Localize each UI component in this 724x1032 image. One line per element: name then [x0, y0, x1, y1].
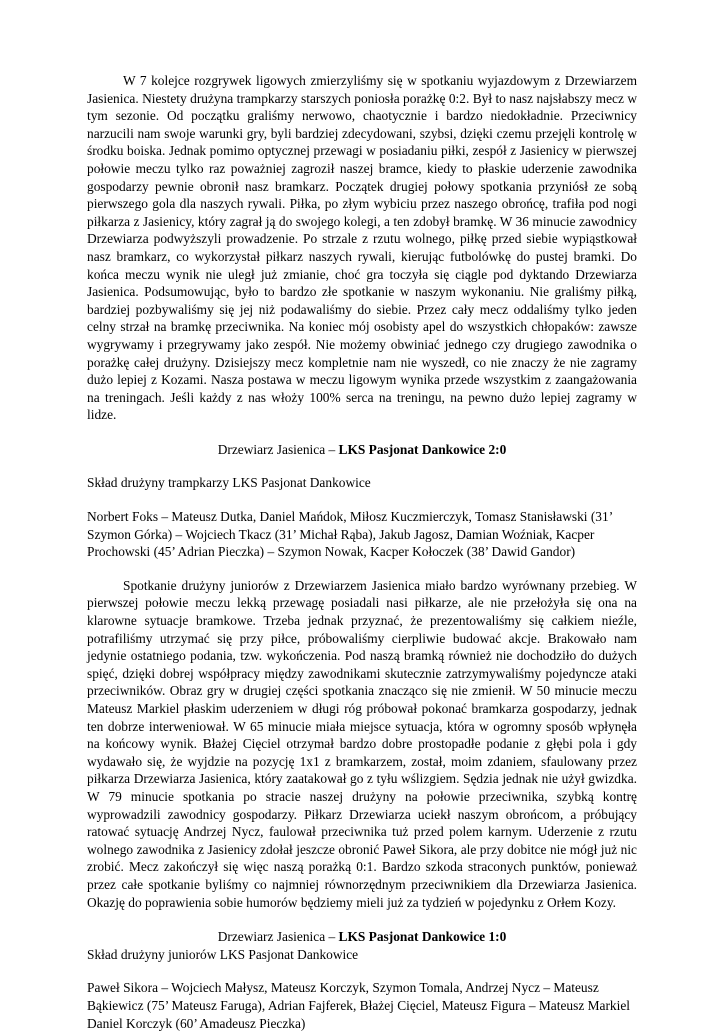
report-paragraph-trampkarze: W 7 kolejce rozgrywek ligowych zmierzyliśmy się w spotkaniu wyjazdowym z Drzewiarzem Jasienica. Niestety drużyna trampkarzy starszych poniosła porażkę 0:2. Był to nasz najsłabszy mecz w tym sezonie. Od początku graliśmy nerwowo, chaotycznie i bardzo niedokładnie. Przeciwnicy narzucili nam swoje warunki gry, byli bardziej zdecydowani, szybsi, dzięki czemu przejęli kontrolę w środku boiska. Jednak pomimo optycznej przewagi w posiadaniu piłki, zespół z Jasienicy w pierwszej połowie meczu tylko raz poważniej zagroził naszej bramce, kiedy to płaskie uderzenie zawodnika gospodarzy pewnie obronił nasz bramkarz. Początek drugiej połowy spotkania przyniósł ze sobą pierwszego gola dla naszych rywali. Piłka, po złym wybiciu przez naszego obrońcę, trafiła pod nogi piłkarza z Jasienicy, który zagrał ją do swojego kolegi, a ten zdobył bramkę. W 36 minucie zawodnicy Drzewiarza podwyższyli prowadzenie. Po strzale z rzutu wolnego, piłkę przed siebie wypiąstkował nasz bramkarz, co wykorzystał piłkarz naszych rywali, kierując futbolówkę do pustej bramki. Do końca meczu wynik nie uległ już zmianie, choć gra toczyła się ciągle pod dyktando Drzewiarza Jasienica. Podsumowując, było to bardzo złe spotkanie w naszym wykonaniu. Nie graliśmy piłką, bardziej pozbywaliśmy się jej niż podawaliśmy do siebie. Przez cały mecz oddaliśmy tylko jeden celny strzał na bramkę przeciwnika. Na koniec mój osobisty apel do wszystkich chłopaków: zawsze wygrywamy i przegrywamy jako zespół. Nie możemy obwiniać jednego czy drugiego zawodnika o porażkę całej drużyny. Dzisiejszy mecz kompletnie nam nie wyszedł, co nie znaczy że nie zagramy dużo lepiej z Kozami. Nasza postawa w meczu ligowym wynika przede wszystkim z zaangażowania na treningach. Jeśli każdy z nas włoży 100% serca na treningu, na pewno dużo lepiej zagramy w lidze. [87, 73, 637, 423]
match-result-juniorzy [87, 928, 637, 946]
squad-list-juniorzy: Paweł Sikora – Wojciech Małysz, Mateusz Korczyk, Szymon Tomala, Andrzej Nycz – Mateusz Bąkiewicz (75’ Mateusz Faruga), Adrian Fajferek, Błażej Cięciel, Mateusz Figura – Mateusz Markiel Daniel Korczyk (60’ Amadeusz Pieczka) [87, 980, 630, 1031]
match-result-trampkarze [87, 441, 637, 459]
squad-heading-trampkarze: Skład drużyny trampkarzy LKS Pasjonat Dankowice [87, 475, 371, 491]
squad-heading-juniorzy: Skład drużyny juniorów LKS Pasjonat Dankowice [87, 946, 359, 962]
match-home-team: Drzewiarz Jasienica – [217, 441, 339, 457]
document-page [87, 72, 637, 1032]
squad-list-trampkarze: Norbert Foks – Mateusz Dutka, Daniel Mańdok, Miłosz Kuczmierczyk, Tomasz Stanisławski (31’ Szymon Górka) – Wojciech Tkacz (31’ Michał Rąba), Jakub Jagosz, Damian Woźniak, Kacper Prochowski (45’ Adrian Pieczka) – Szymon Nowak, Kacper Kołoczek (38’ Dawid Gandor) [87, 509, 613, 560]
match-away-team-score: LKS Pasjonat Dankowice 1:0 [338, 929, 507, 945]
match-away-team-score: LKS Pasjonat Dankowice 2:0 [338, 441, 507, 457]
report-paragraph-juniorzy: Spotkanie drużyny juniorów z Drzewiarzem Jasienica miało bardzo wyrównany przebieg. W pierwszej połowie meczu lekką przewagę posiadali nasi piłkarze, ale nie przełożyła się ona na klarowne sytuacje bramkowe. Trzeba jednak przyznać, że prezentowaliśmy się całkiem nieźle, potrafiliśmy utrzymać się przy piłce, próbowaliśmy cierpliwie budować akcje. Brakowało nam jedynie ostatniego podania, tzw. wykończenia. Pod naszą bramką również nie dochodziło do dużych spięć, dzięki dobrej współpracy między zawodnikami skutecznie zatrzymywaliśmy pojedyncze ataki przeciwników. Obraz gry w drugiej części spotkania znacząco się nie zmienił. W 50 minucie meczu Mateusz Markiel płaskim uderzeniem w długi róg próbował pokonać bramkarza gospodarzy, jednak ten dobrze interweniował. W 65 minucie miała miejsce sytuacja, która w ogromny sposób wpłynęła na końcowy wynik. Błażej Cięciel otrzymał bardzo dobre prostopadłe podanie z głębi pola i gdy wydawało się, że wyjdzie na pozycję 1x1 z bramkarzem, został, moim zdaniem, sfaulowany przez piłkarza Drzewiarza Jasienica, który zaatakował go z tyłu wślizgiem. Sędzia jednak nie użył gwizdka. W 79 minucie spotkania po stracie naszej drużyny na połowie przeciwnika, szybką kontrę wyprowadzili zawodnicy gospodarzy. Piłkarz Drzewiarza uciekł naszym obrońcom, a próbujący ratować sytuację Andrzej Nycz, faulował przeciwnika tuż przed polem karnym. Uderzenie z rzutu wolnego zawodnika z Jasienicy zdołał jeszcze obronić Paweł Sikora, ale przy dobitce nie mógł już nic zrobić. Mecz zakończył się więc naszą porażką 0:1. Bardzo szkoda straconych punktów, ponieważ przez całe spotkanie byliśmy co najmniej równorzędnym przeciwnikiem dla Drzewiarza Jasienica. Okazję do poprawienia sobie humorów będziemy mieli już za tydzień w pojedynku z Orłem Kozy. [87, 577, 637, 910]
match-home-team: Drzewiarz Jasienica – [217, 929, 339, 945]
